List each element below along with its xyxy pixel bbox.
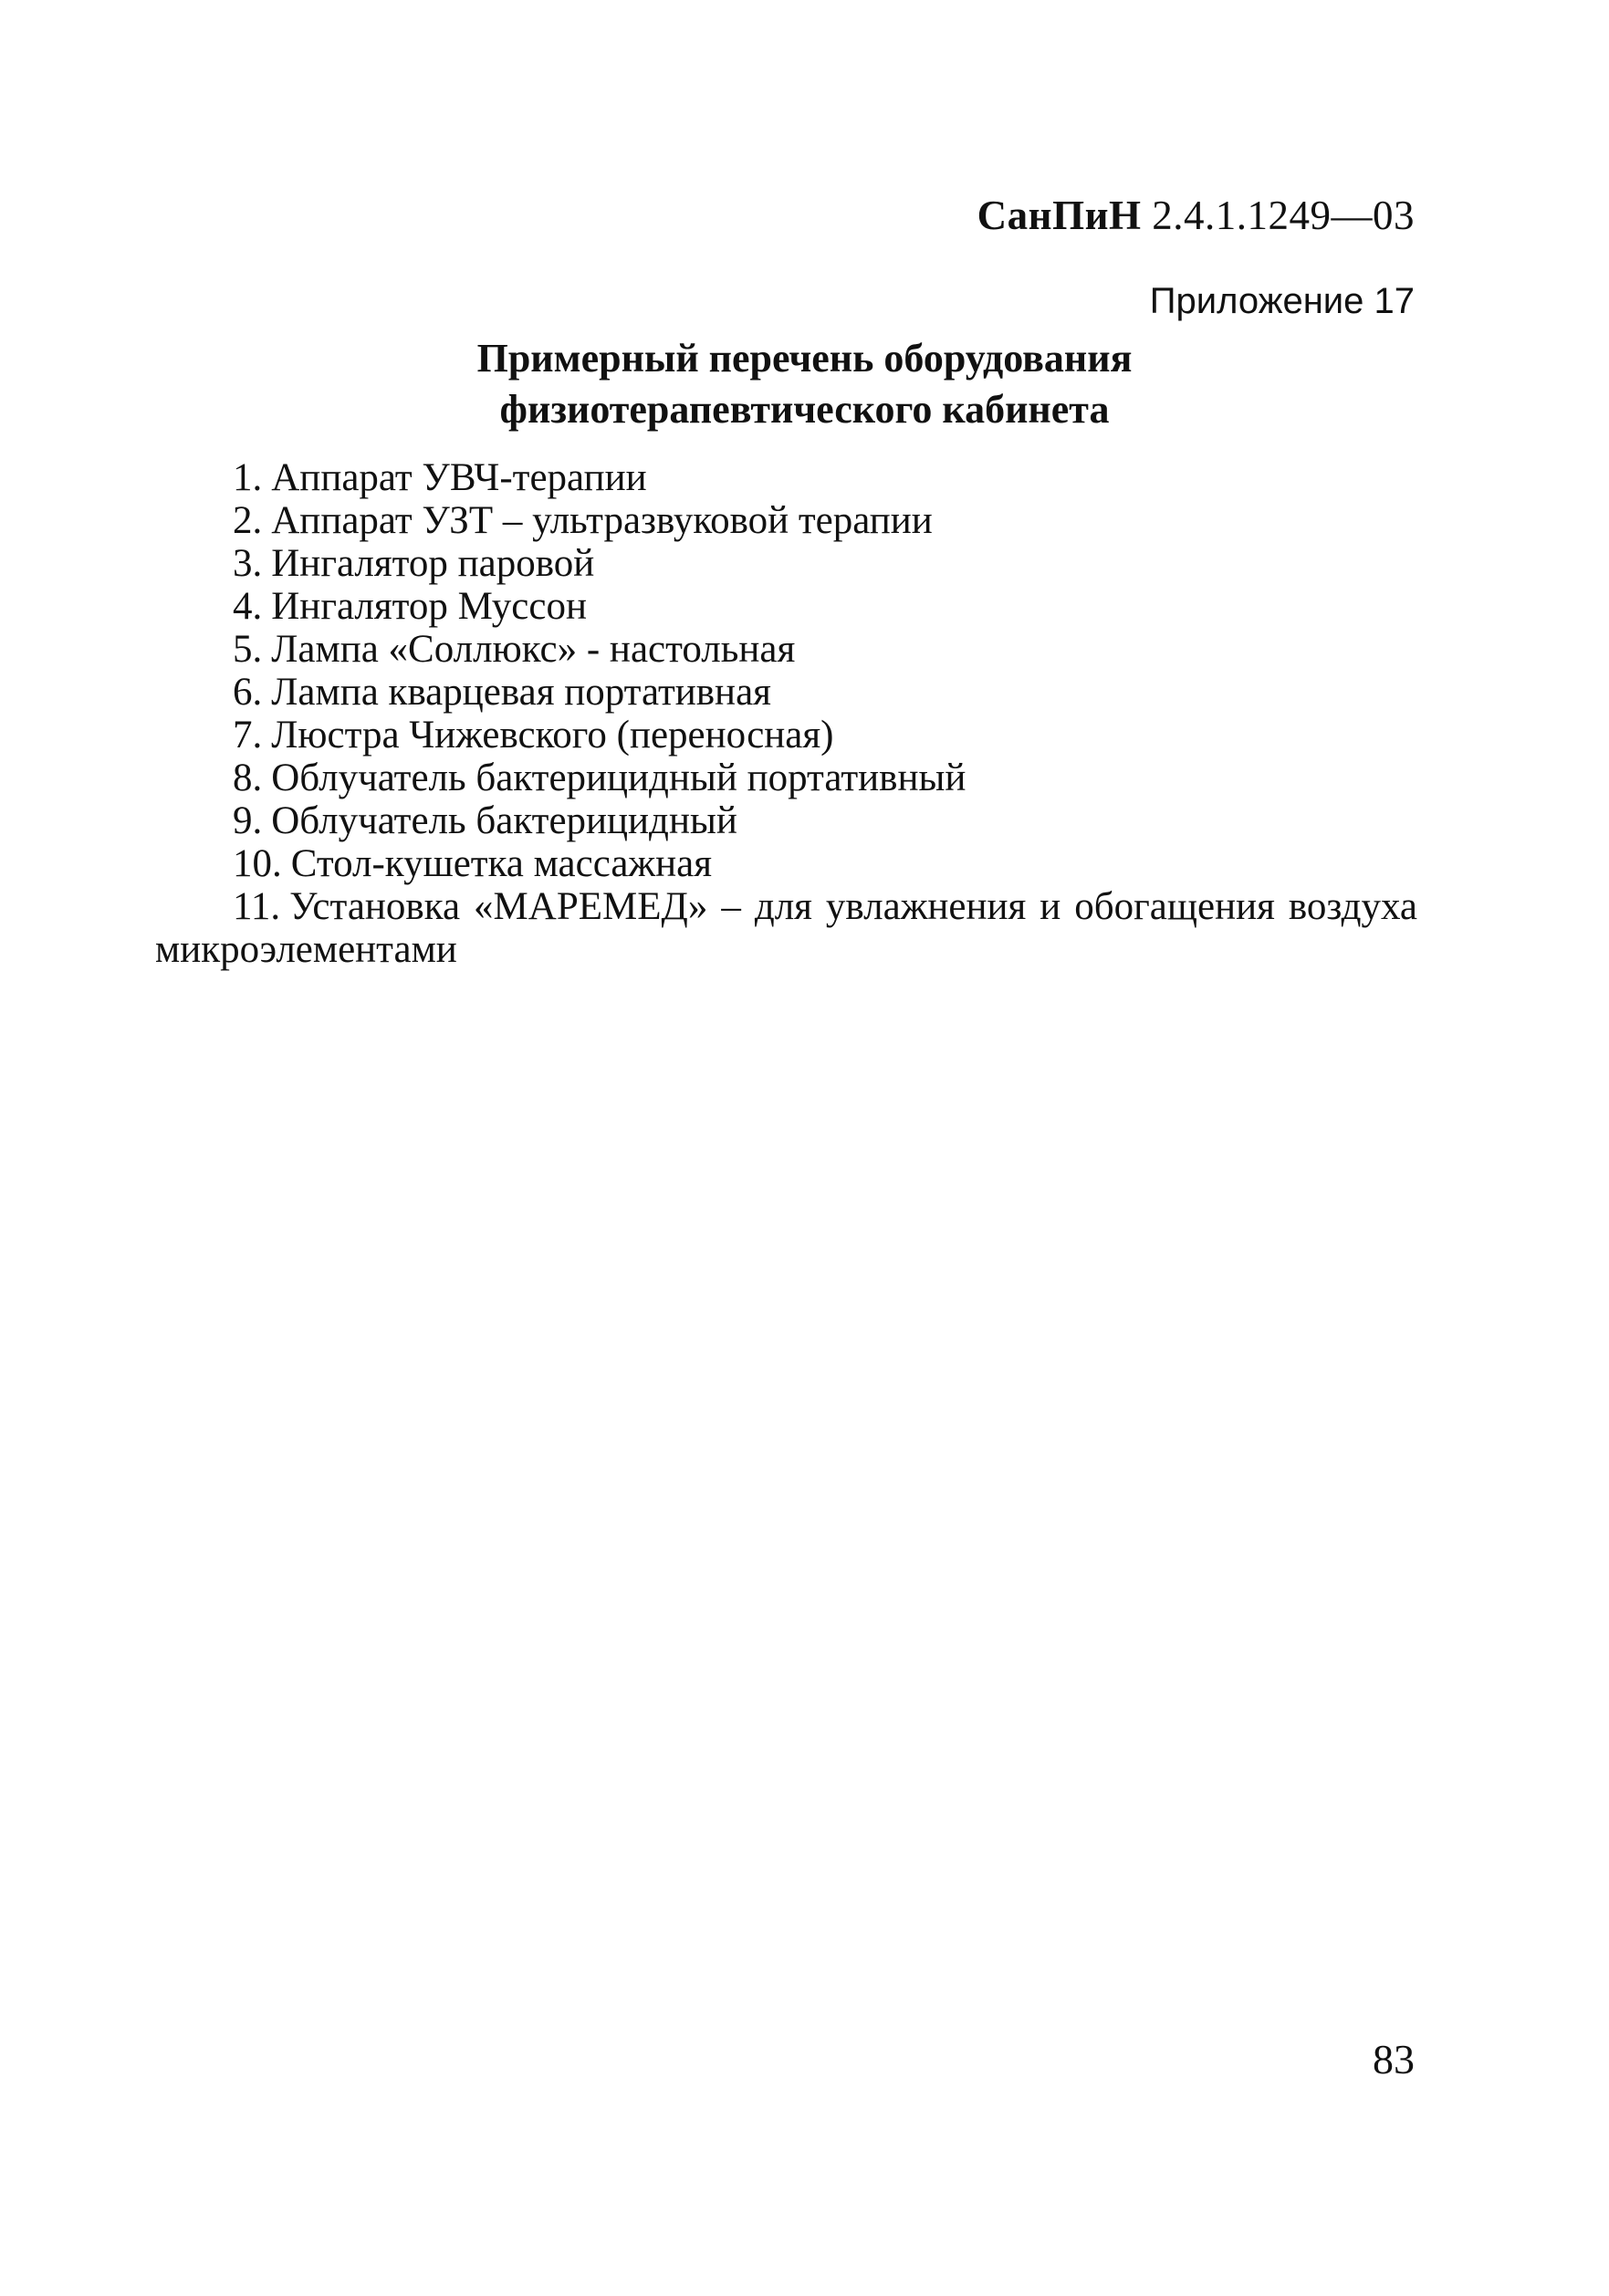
list-item-number: 8.: [233, 757, 263, 799]
list-item-number: 3.: [233, 542, 263, 585]
list-item: [233, 585, 1417, 628]
list-item: [155, 885, 1417, 971]
list-item-number: 10.: [233, 842, 282, 885]
list-item-number: 4.: [233, 585, 263, 628]
list-item: [233, 757, 1417, 799]
page-title-line-1: Примерный перечень оборудования: [476, 336, 1133, 381]
list-item-number: 2.: [233, 499, 263, 542]
list-item-text: Облучатель бактерицидный: [271, 799, 737, 842]
list-item-text: Стол-кушетка массажная: [290, 842, 713, 885]
page-number: 83: [1373, 2036, 1415, 2082]
list-item: [233, 842, 1417, 885]
list-item-text: Облучатель бактерицидный портативный: [271, 757, 966, 799]
list-item: [233, 499, 1417, 542]
list-item-text: Лампа «Соллюкс» - настольная: [271, 628, 796, 671]
list-item-number: 9.: [233, 799, 263, 842]
list-item-number: 11.: [233, 885, 281, 928]
list-item-number: 1.: [233, 456, 263, 499]
list-item-number: 5.: [233, 628, 263, 671]
list-item-text: Лампа кварцевая портативная: [271, 671, 771, 714]
page-title-line-2: физиотерапевтического кабинета: [499, 387, 1110, 432]
list-item-number: 7.: [233, 714, 263, 757]
list-item-text: Аппарат УВЧ-терапии: [271, 456, 647, 499]
list-item-text: Люстра Чижевского (переносная): [271, 714, 834, 757]
list-item-number: 6.: [233, 671, 263, 714]
list-item: [233, 628, 1417, 671]
list-item-text: Аппарат УЗТ – ультразвуковой терапии: [271, 499, 933, 542]
list-item-text: Установка «МАРЕМЕД» – для увлажнения и обогащения воздуха микроэлементами: [155, 885, 1417, 971]
equipment-list: [155, 456, 1417, 971]
list-item-text: Ингалятор Муссон: [271, 585, 587, 628]
list-item: [233, 542, 1417, 585]
document-code-number: 2.4.1.1249—03: [1152, 193, 1415, 238]
document-code-prefix: СанПиН: [977, 193, 1142, 238]
list-item-text: Ингалятор паровой: [271, 542, 595, 585]
document-code: [977, 192, 1415, 239]
appendix-label: Приложение 17: [1149, 281, 1415, 321]
page-title: [0, 333, 1609, 435]
list-item: [233, 714, 1417, 757]
list-item: [233, 456, 1417, 499]
list-item: [233, 799, 1417, 842]
list-item: [233, 671, 1417, 714]
